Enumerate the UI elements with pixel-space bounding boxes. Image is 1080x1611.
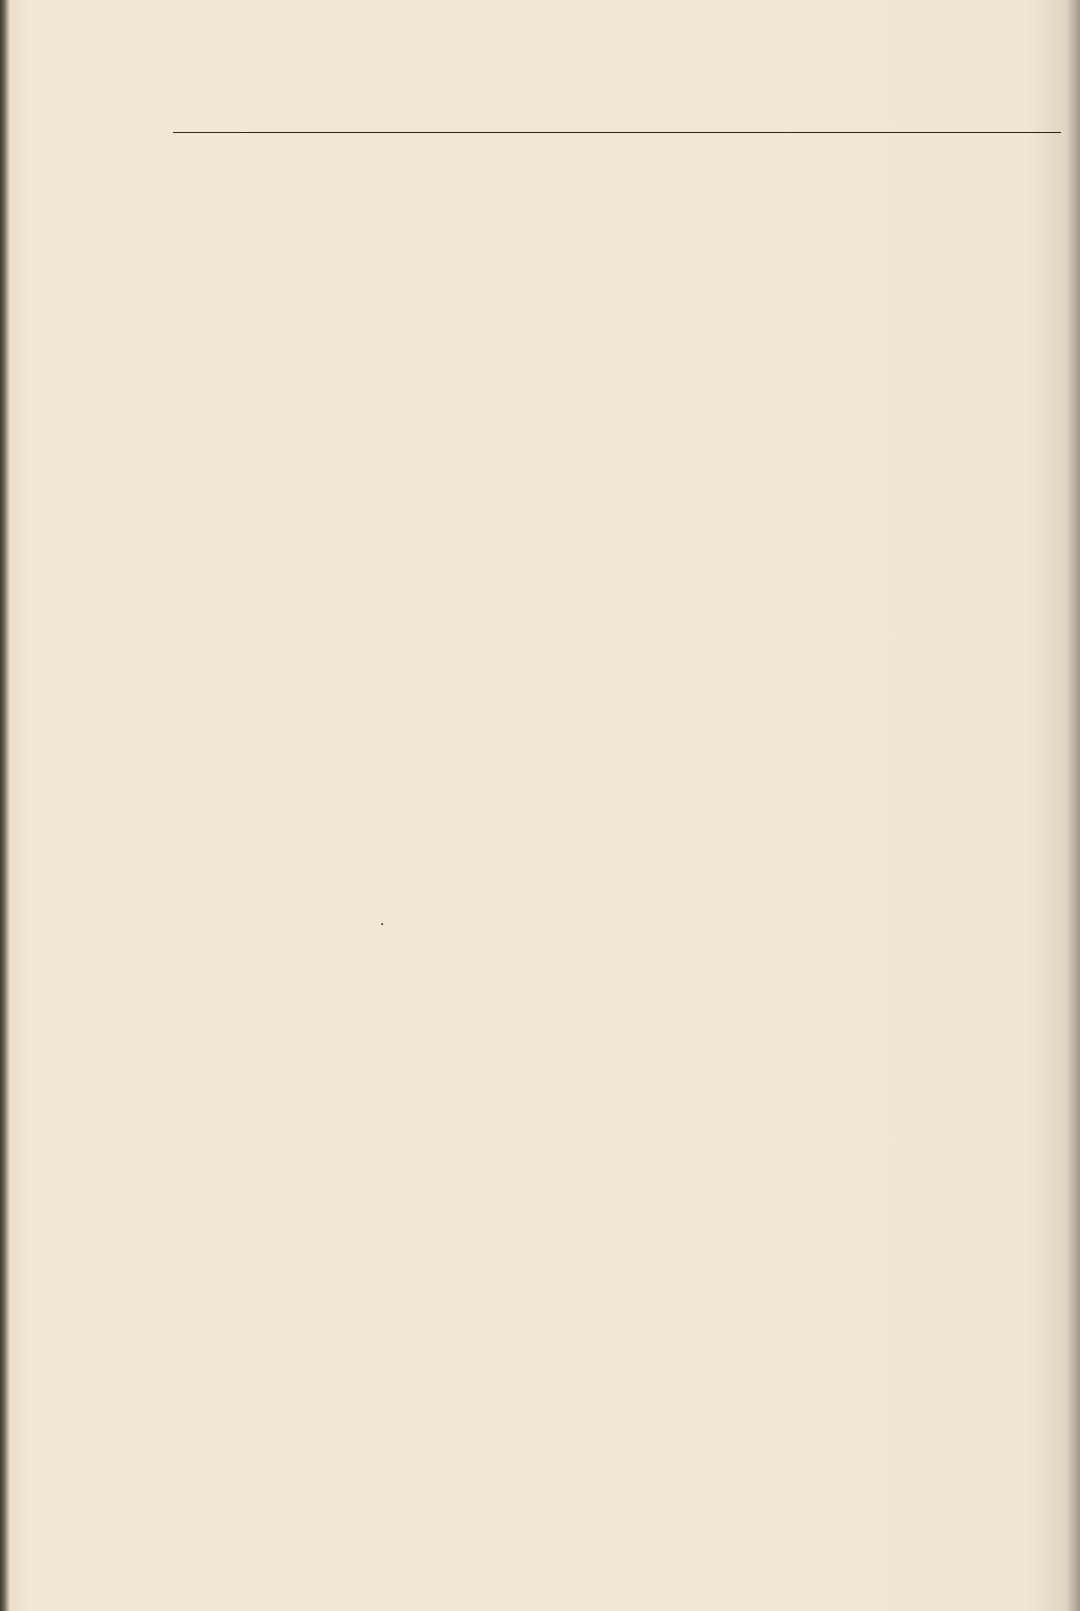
page-header xyxy=(173,96,1061,133)
page-edge-shadow xyxy=(1066,0,1080,1611)
quote-french xyxy=(380,910,1020,933)
quote-french-line-last: . xyxy=(380,912,385,929)
